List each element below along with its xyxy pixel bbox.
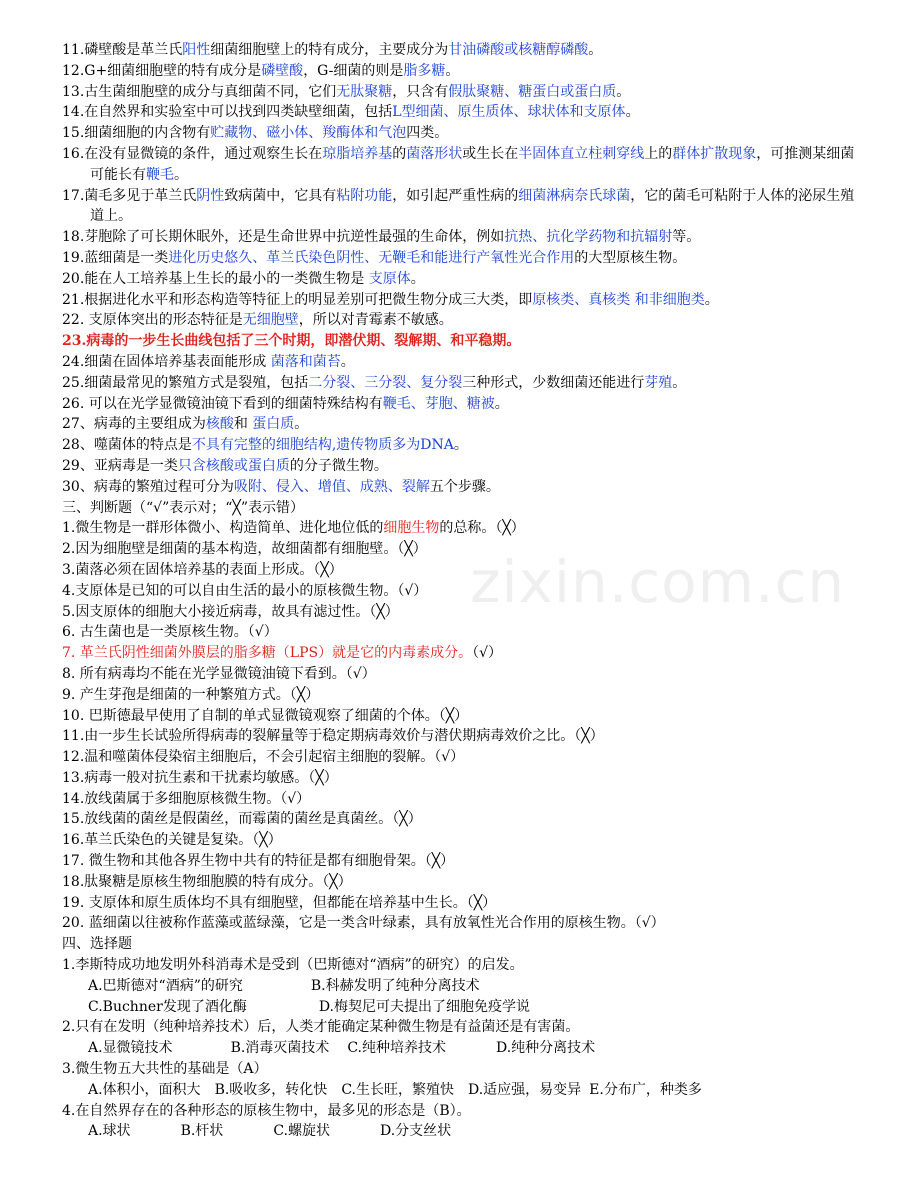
answer-text: 假肽聚糖、糖蛋白或蛋白质 [448, 83, 617, 100]
choice-option: B.科赫发明了纯种分离技术 [310, 977, 480, 994]
question-text: 3.菌落必须在固体培养基的表面上形成。（╳） [62, 561, 343, 578]
answer-text: 只含核酸或蛋白质 [177, 457, 290, 474]
question-line [62, 102, 862, 123]
choice-question: 2.只有在发明（纯种培养技术）后，人类才能确定某种微生物是有益菌还是有害菌。 [62, 1019, 580, 1036]
question-text: 19.蓝细菌是一类 [62, 249, 169, 266]
question-text: 17. 微生物和其他各界生物中共有的特征是都有细胞骨架。（╳） [62, 853, 455, 870]
choice-options [62, 1038, 862, 1059]
question-line [62, 394, 862, 415]
choice-option: D.分支丝状 [379, 1123, 452, 1140]
question-text: 三种形式，少数细菌还能进行 [462, 374, 645, 391]
question-line [62, 414, 862, 435]
question-text: 18.芽胞除了可长期休眠外，还是生命世界中抗逆性最强的生命体，例如 [62, 229, 505, 246]
question-text: ，所以对青霉素不敏感。 [298, 312, 453, 329]
question-text: 。 [672, 374, 687, 391]
watermark: zixin.com.cn [470, 548, 846, 616]
question-text: 的分子微生物。 [289, 457, 388, 474]
question-text: 16.在没有显微镜的条件，通过观察生长在 [62, 145, 323, 162]
question-text: 11.由一步生长试验所得病毒的裂解量等于稳定期病毒效价与潜伏期病毒效价之比。（╳） [62, 728, 604, 745]
choice-option: A.球状 [88, 1123, 131, 1140]
question-line [62, 227, 862, 248]
question-text: 。 [625, 104, 640, 121]
question-text: 15.细菌细胞的内含物有 [62, 125, 211, 142]
answer-text: 阳性 [182, 42, 211, 58]
question-text: 。 [453, 437, 468, 454]
question-text: 25.细菌最常见的繁殖方式是裂殖，包括 [62, 374, 309, 391]
question-text: 29、亚病毒是一类 [62, 457, 178, 474]
question-text: 14.在自然界和实验室中可以找到四类缺壁细菌，包括 [62, 104, 393, 121]
question-line [62, 872, 862, 893]
highlight-text: 7. 革兰氏阴性细菌外膜层的脂多糖（LPS）就是它的内毒素成分。 [62, 645, 473, 662]
choice-options [62, 1080, 862, 1101]
question-text: （√） [472, 645, 503, 662]
question-text: 。 [445, 62, 460, 79]
choice-option: D.梅契尼可夫提出了细胞免疫学说 [318, 998, 531, 1015]
question-line [62, 893, 862, 914]
question-text: 5.因支原体的细胞大小接近病毒，故具有滤过性。（╳） [62, 603, 399, 620]
question-text: 20. 蓝细菌以往被称作蓝藻或蓝绿藻，它是一类含叶绿素，具有放氧性光合作用的原核生物。（√） [62, 915, 665, 932]
question-text: 9. 产生芽孢是细菌的一种繁殖方式。（╳） [62, 686, 320, 703]
question-text: 27、病毒的主要组成为 [62, 416, 206, 433]
multiple-choice-section [62, 955, 862, 1142]
choice-question: 1.李斯特成功地发明外科消毒术是受到（巴斯德对“酒病”的研究）的启发。 [62, 957, 524, 974]
question-text: 致病菌中，它具有 [224, 187, 337, 204]
question-text: ，它的菌毛可粘附于人体的泌尿生殖道上。 [90, 187, 855, 225]
highlight-text: 23.病毒的一步生长曲线包括了三个时期，即潜伏期、裂解期、和平稳期。 [62, 333, 521, 350]
question-text: 的 [392, 145, 407, 162]
question-text: 。 [294, 416, 309, 433]
question-line [62, 40, 862, 61]
choice-option: B.吸收多，转化快 [214, 1081, 328, 1098]
question-line [62, 186, 862, 228]
choice-option: E.分布广，种类多 [589, 1081, 702, 1098]
answer-text: 支原体 [368, 270, 411, 287]
answer-text: 贮藏物、磁小体、羧酶体和气泡 [210, 125, 407, 142]
answer-text: 琼脂培养基 [322, 145, 393, 162]
question-text: 的大型原核生物。 [574, 249, 687, 266]
question-text: 。 [616, 83, 631, 100]
question-text: 或生长在 [462, 145, 519, 162]
question-text: 15.放线菌的菌丝是假菌丝，而霉菌的菌丝是真菌丝。（╳） [62, 811, 422, 828]
choice-option: A.巴斯德对“酒病”的研究 [88, 977, 243, 994]
question-text: 的总称。（╳） [439, 520, 525, 537]
question-text: 26. 可以在光学显微镜油镜下看到的细菌特殊结构有 [62, 395, 383, 412]
question-text: 和 [233, 416, 253, 433]
answer-text: 二分裂、三分裂、复分裂 [308, 374, 463, 391]
answer-text: 甘油磷酸或核糖醇磷酸 [448, 42, 589, 58]
answer-text: 细菌淋病奈氏球菌 [518, 187, 631, 204]
choice-option: C.Buchner发现了酒化酶 [88, 998, 247, 1015]
question-text: 6. 古生菌也是一类原核生物。（√） [62, 624, 278, 641]
answer-text: 半固体直立柱刺穿线 [518, 145, 645, 162]
answer-text: 鞭毛 [146, 166, 174, 183]
question-text: 1.微生物是一群形体微小、构造简单、进化地位低的 [62, 520, 384, 537]
question-line [62, 726, 862, 747]
question-line [62, 82, 862, 103]
answer-text: 芽殖 [644, 374, 673, 391]
answer-text: 原核类、真核类 和非细胞类 [532, 291, 705, 308]
question-line [62, 352, 862, 373]
question-text: 四类。 [406, 125, 449, 142]
answer-text: 磷壁酸 [261, 62, 304, 79]
question-text: 。 [704, 291, 719, 308]
question-text: 16.革兰氏染色的关键是复染。（╳） [62, 832, 282, 849]
question-text: 22. 支原体突出的形态特征是 [62, 312, 243, 329]
choice-option: D.适应强，易变异 [467, 1081, 582, 1098]
answer-text: 群体扩散现象 [672, 145, 757, 162]
answer-text: 核酸 [205, 416, 234, 433]
question-text: 上的 [644, 145, 673, 162]
question-line [62, 290, 862, 311]
question-text: 21.根据进化水平和形态构造等特征上的明显差别可把微生物分成三大类，即 [62, 291, 533, 308]
choice-options [62, 1121, 862, 1142]
choice-question: 4.在自然界存在的各种形态的原核生物中，最多见的形态是（B）。 [62, 1102, 471, 1119]
question-text: 13.古生菌细胞壁的成分与真细菌不同，它们 [62, 83, 337, 100]
question-text: 。 [410, 270, 425, 287]
question-line [62, 310, 862, 331]
question-text: ，G-细菌的则是 [303, 62, 404, 79]
question-line [62, 477, 862, 498]
question-text: 10. 巴斯德最早使用了自制的单式显微镜观察了细菌的个体。（╳） [62, 707, 469, 724]
question-text: 20.能在人工培养基上生长的最小的一类微生物是 [62, 270, 369, 287]
question-line [62, 664, 862, 685]
question-line [62, 643, 862, 664]
answer-text: 阴性 [196, 187, 225, 204]
question-text: 。 [340, 353, 355, 370]
question-line [62, 123, 862, 144]
question-text: 28、噬菌体的特点是 [62, 437, 192, 454]
choice-option: C.生长旺，繁殖快 [341, 1081, 454, 1098]
choice-option: A.体积小，面积大 [88, 1081, 201, 1098]
answer-text: 菌落和菌苔 [270, 353, 341, 370]
answer-text: 无细胞壁 [242, 312, 299, 329]
judge-heading: 三、判断题（“√”表示对；“╳”表示错） [62, 499, 304, 516]
answer-text: 不具有完整的细胞结构,遗传物质多为DNA [191, 437, 454, 454]
question-text: 24.细菌在固体培养基表面能形成 [62, 353, 271, 370]
question-text: 11.磷壁酸是革兰氏 [62, 42, 183, 58]
fill-in-section [62, 40, 862, 498]
question-text: 17.菌毛多见于革兰氏 [62, 187, 197, 204]
answer-text: 吸附、侵入、增值、成熟、裂解 [233, 478, 430, 495]
question-line [62, 747, 862, 768]
question-line [62, 61, 862, 82]
question-text: 细菌细胞壁上的特有成分，主要成分为 [210, 42, 449, 58]
question-text: 2.因为细胞壁是细菌的基本构造，故细菌都有细胞壁。（╳） [62, 541, 427, 558]
question-text: 4.支原体是已知的可以自由生活的最小的原核微生物。（√） [62, 582, 428, 599]
choice-option: B.杆状 [180, 1123, 224, 1140]
question-line [62, 789, 862, 810]
question-line [62, 851, 862, 872]
choice-question: 3.微生物五大共性的基础是（A） [62, 1061, 268, 1078]
question-text: 19. 支原体和原生质体均不具有细胞壁，但都能在培养基中生长。（╳） [62, 894, 497, 911]
question-line [62, 706, 862, 727]
choice-option: D.纯种分离技术 [495, 1040, 596, 1057]
question-text: 等。 [672, 229, 701, 246]
question-line [62, 518, 862, 539]
question-line [62, 809, 862, 830]
question-line [62, 622, 862, 643]
question-text: ，如引起严重性病的 [392, 187, 519, 204]
question-text: ，只含有 [392, 83, 449, 100]
question-line [62, 373, 862, 394]
choice-option: C.纯种培养技术 [347, 1040, 446, 1057]
question-text: 14.放线菌属于多细胞原核微生物。（√） [62, 790, 311, 807]
question-text: 。 [494, 395, 509, 412]
question-text: 30、病毒的繁殖过程可分为 [62, 478, 234, 495]
question-line [62, 248, 862, 269]
choice-option: B.消毒灭菌技术 [230, 1040, 330, 1057]
choice-options [62, 976, 862, 997]
question-line [62, 456, 862, 477]
question-text: 13.病毒一般对抗生素和干扰素均敏感。（╳） [62, 769, 338, 786]
question-text: 五个步骤。 [429, 478, 500, 495]
choice-heading: 四、选择题 [62, 936, 132, 953]
choice-option: C.螺旋状 [273, 1123, 330, 1140]
choice-options [62, 997, 862, 1018]
question-line [62, 830, 862, 851]
question-text: 12.温和噬菌体侵染宿主细胞后，不会引起宿主细胞的裂解。（√） [62, 749, 465, 766]
answer-text: 无肽聚糖 [336, 83, 393, 100]
answer-text: 蛋白质 [252, 416, 295, 433]
question-text: 12.G+细菌细胞壁的特有成分是 [62, 62, 262, 79]
answer-text: 脂多糖 [403, 62, 446, 79]
question-line [62, 685, 862, 706]
question-text: 。 [174, 166, 188, 183]
question-text: 18.肽聚糖是原核生物细胞膜的特有成分。（╳） [62, 873, 352, 890]
answer-text: 进化历史悠久、革兰氏染色阴性、无鞭毛和能进行产氧性光合作用 [168, 249, 575, 266]
question-line [62, 331, 862, 352]
answer-text: 粘附功能 [336, 187, 393, 204]
question-line [62, 144, 862, 186]
answer-text: 抗热、抗化学药物和抗辐射 [504, 229, 673, 246]
answer-text: L型细菌、原生质体、球状体和支原体 [392, 104, 626, 121]
question-line [62, 269, 862, 290]
choice-option: A.显微镜技术 [88, 1040, 173, 1057]
question-text: 8. 所有病毒均不能在光学显微镜油镜下看到。（√） [62, 665, 376, 682]
question-text: 。 [588, 42, 603, 58]
question-text: ，可推测某细菌可能长有 [90, 145, 855, 183]
question-line [62, 435, 862, 456]
answer-text: 菌落形状 [406, 145, 463, 162]
question-line [62, 768, 862, 789]
answer-text: 鞭毛、芽胞、糖被 [382, 395, 495, 412]
question-line [62, 913, 862, 934]
highlight-text: 细胞生物 [383, 520, 440, 537]
